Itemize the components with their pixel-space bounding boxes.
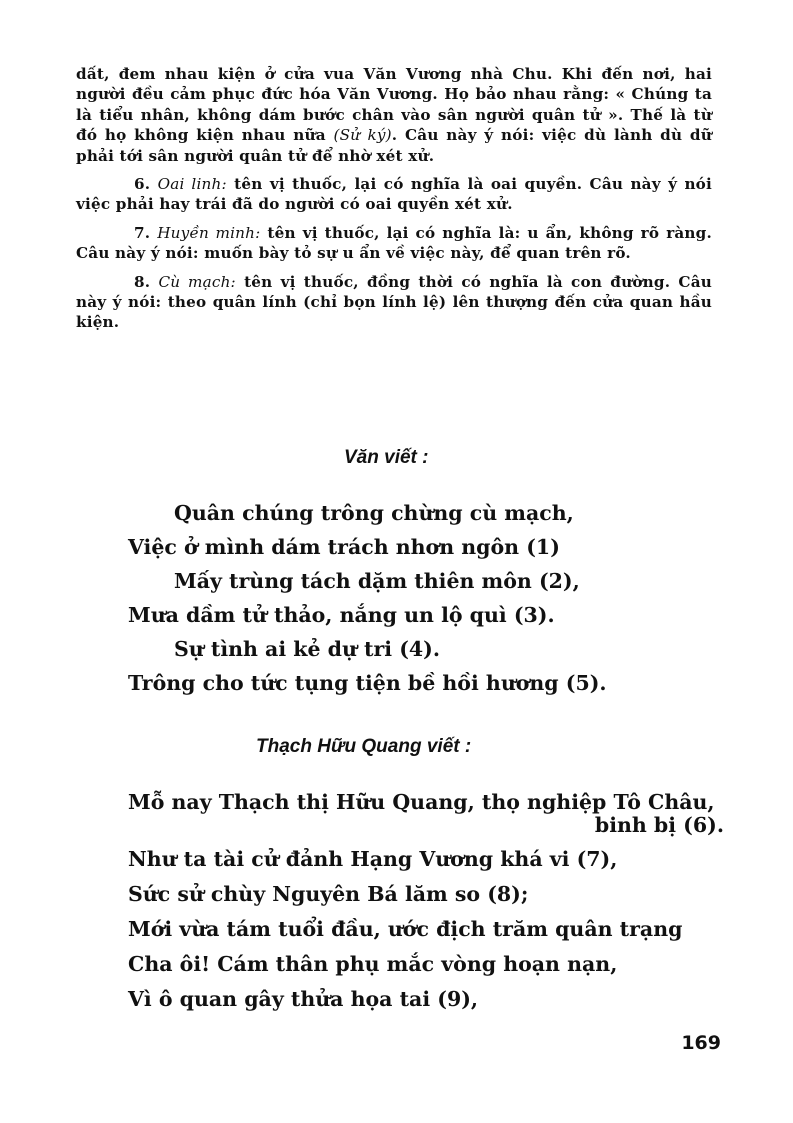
verse-line: Cha ôi! Cám thân phụ mắc vòng hoạn nạn, [128,952,618,976]
footnote-text: 6. [134,175,158,194]
verse-line: Mưa dầm tử thảo, nắng un lộ quì (3). [128,603,555,627]
footnote-text: . Câu này ý nói: việc dù lành dù dữ phải tới sân người quân tử để nhờ xét xử. [76,126,712,165]
footnote-text: tên vị thuốc, lại có nghĩa là oai quyền. Câu này ý nói việc phải hay trái đã do người có oai quyền xét xử. [76,175,712,214]
footnote-text: 8. [134,272,159,291]
verse-line: Mỗ nay Thạch thị Hữu Quang, thọ nghiệp Tô Châu, [128,790,715,814]
footnote-term: (Sử ký) [333,126,392,145]
footnote-term: Huyền minh: [157,223,261,242]
footnotes [76,64,712,341]
footnote [76,64,712,166]
footnote-term: Oai linh: [157,175,227,194]
verse-line: Trông cho tức tụng tiện bề hồi hương (5). [128,671,607,695]
footnote-text: tên vị thuốc, đồng thời có nghĩa là con đường. Câu này ý nói: theo quân lính (chỉ bọn lính lệ) lên thượng đến cửa quan hầu kiện. [76,272,712,332]
verse-line: Việc ở mình dám trách nhơn ngôn (1) [128,535,560,559]
footnote [76,272,712,333]
verse-line: Vì ô quan gây thửa họa tai (9), [128,987,479,1011]
verse-line: Sự tình ai kẻ dự tri (4). [174,637,441,661]
verse-line: Mới vừa tám tuổi đầu, ước địch trăm quân trạng [128,917,683,941]
footnote [76,174,712,215]
footnote-text: dất, đem nhau kiện ở cửa vua Văn Vương nhà Chu. Khi đến nơi, hai người đều cảm phục đức hóa Văn Vương. Họ bảo nhau rằng: « Chúng ta là tiểu nhân, không dám bước chân vào sân người quân tử ». Thế là từ đó họ không kiện nhau nữa [76,65,712,145]
verse-line: Như ta tài cử đảnh Hạng Vương khá vi (7), [128,847,618,871]
footnote [76,223,712,264]
verse-van [128,496,728,700]
footnote-text: 7. [134,223,158,242]
verse-line: Sức sử chùy Nguyên Bá lăm so (8); [128,882,529,906]
page-number: 169 [681,1032,721,1054]
verse-line: Quân chúng trông chừng cù mạch, [174,501,574,525]
footnote-term: Cù mạch: [158,272,236,291]
verse-thach-huu-quang [128,785,728,1017]
section-heading-thach-huu-quang: Thạch Hữu Quang viết : [256,736,472,757]
verse-line-continuation: binh bị (6). [594,813,724,837]
verse-line: Mấy trùng tách dặm thiên môn (2), [174,569,580,593]
footnote-text: tên vị thuốc, lại có nghĩa là: u ẩn, không rõ ràng. Câu này ý nói: muốn bày tỏ sự u ẩn về việc này, để quan trên rõ. [76,223,712,263]
section-heading-van: Văn viết : [344,447,429,468]
